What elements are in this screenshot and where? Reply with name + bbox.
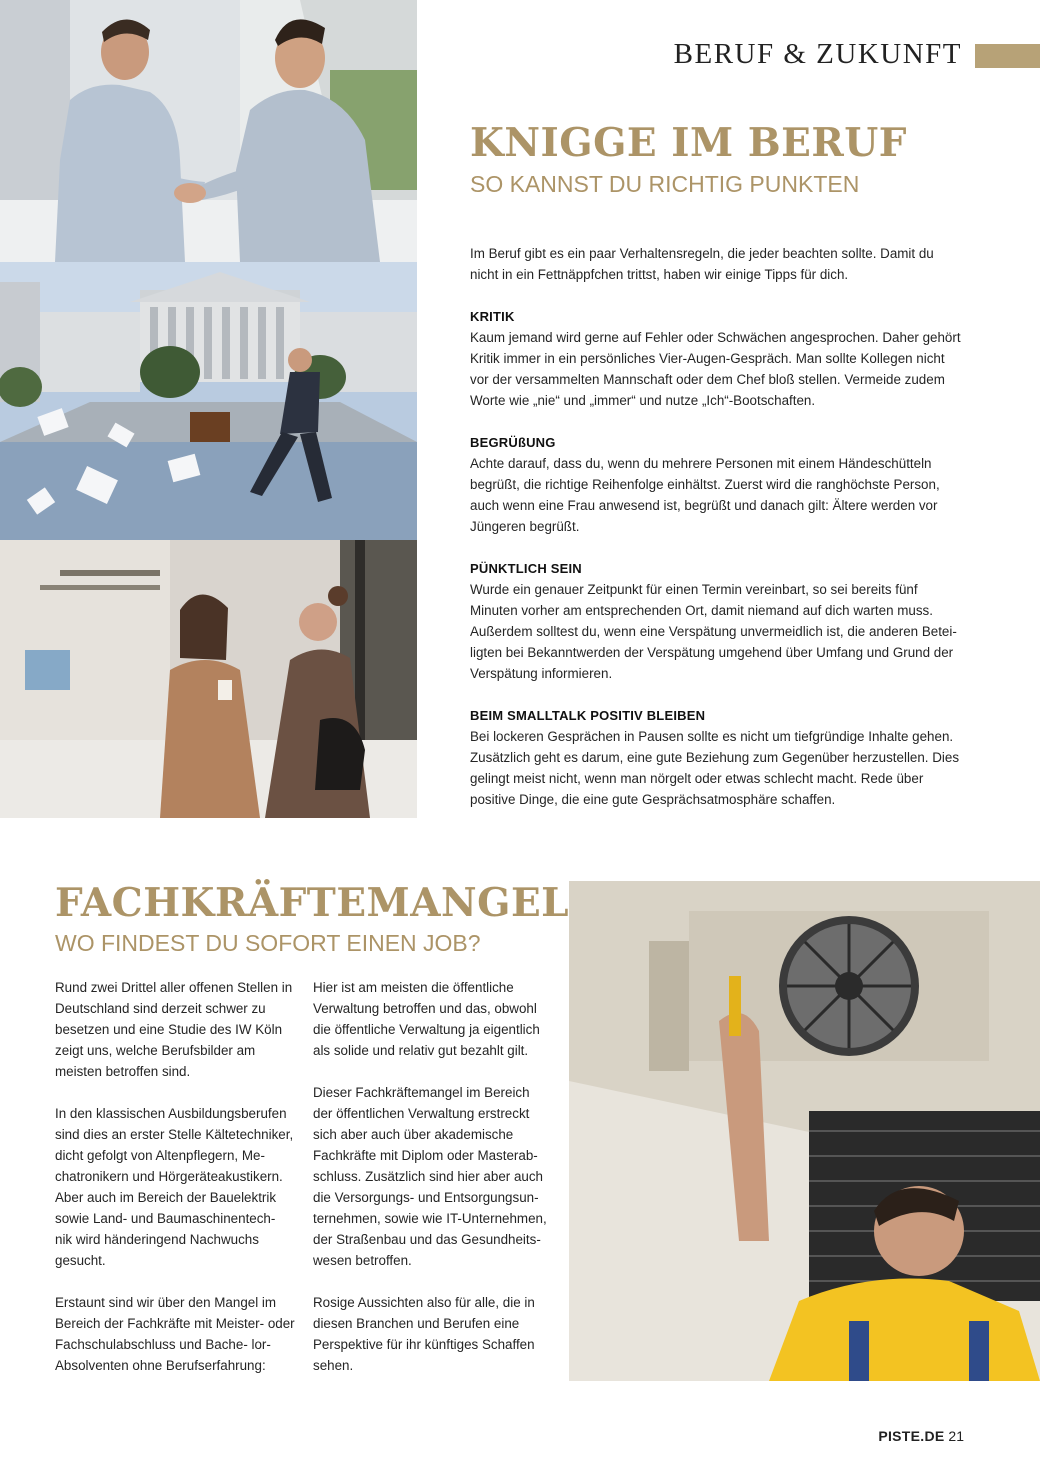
article1-body — [470, 243, 965, 810]
section-accent-bar — [975, 44, 1040, 68]
smalltalk-text: Bei lockeren Gesprächen in Pausen sollte es nicht um tiefgründige Inhalte gehen. Zusätzlich geht es darum, eine gute Beziehung zum Gegenüber herzustellen. Dies gelingt meist nicht, wenn man nörgelt oder etwas schlecht macht. Rede über positive Dinge, die eine gute Gesprächsatmosphäre schaffen. — [470, 729, 960, 807]
article1-title: KNIGGE IM BERUF — [470, 120, 907, 166]
article2-column-2 — [313, 977, 551, 1376]
puenktlich-text: Wurde ein genauer Zeitpunkt für einen Termin vereinbart, so sei bereits fünf Minuten vorher am entsprechenden Ort, damit niemand auf dich warten muss. Außerdem solltest du, wenn eine Verspätung unvermeidlich ist, die anderen Betei- ligten bei Bekanntwerden der Verspätung umgehend über Umfang und Grund der Verspätung informieren. — [470, 582, 957, 681]
handshake-photo — [0, 0, 417, 262]
article1-subtitle: SO KANNST DU RICHTIG PUNKTEN — [470, 171, 860, 197]
article2-col2-para-2: Dieser Fachkräftemangel im Bereich der öffentlichen Verwaltung erstreckt sich aber auch über akademische Fachkräfte mit Diplom oder Masterab- schluss. Zusätzlich sind hier aber auch die Versorgungs- und Entsorgungsun- ternehmen, sowie wie IT-Unternehmen, der Straßenbau und das Gesundheits- wesen betroffen. — [313, 1085, 547, 1268]
puenktlich-heading: PÜNKTLICH SEIN — [470, 561, 582, 576]
kritik-heading: KRITIK — [470, 309, 515, 324]
kritik-text: Kaum jemand wird gerne auf Fehler oder Schwächen angesprochen. Daher gehört Kritik immer in ein persönliches Vier-Augen-Gespräch. Man sollte Kollegen nicht vor der versammelten Mannschaft oder dem Chef bloß stellen. Vermeide zudem Worte wie „nie“ und „immer“ und nutze „Ich“-Bootschaften. — [470, 330, 961, 408]
article2-col1-para-1: Rund zwei Drittel aller offenen Stellen in Deutschland sind derzeit schwer zu besetzen und eine Studie des IW Köln zeigt uns, welche Berufsbilder am meisten betroffen sind. — [55, 980, 293, 1079]
begruessung-text: Achte darauf, dass du, wenn du mehrere Personen mit einem Händeschütteln begrüßt, die richtige Reihenfolge einhältst. Zuerst wird die ranghöchste Person, auch wenn eine Frau anwesend ist, begrüßt und danach gilt: Ältere werden vor Jüngeren begrüßt. — [470, 456, 940, 534]
article2-column-1 — [55, 977, 295, 1376]
article1-intro: Im Beruf gibt es ein paar Verhaltensregeln, die jeder beachten sollte. Damit du nicht in ein Fettnäppfchen trittst, haben wir einige Tipps für dich. — [470, 246, 934, 282]
article2-col1-para-3: Erstaunt sind wir über den Mangel im Bereich der Fachkräfte mit Meister- oder Fachschulabschluss und Bache- lor-Absolventen ohne Berufserfahrung: — [55, 1295, 295, 1373]
begruessung-heading: BEGRÜßUNG — [470, 435, 556, 450]
technician-photo — [569, 881, 1040, 1381]
businessman-running-photo — [0, 262, 417, 540]
article2-col1-para-2: In den klassischen Ausbildungsberufen sind dies an erster Stelle Kältetechniker, dicht gefolgt von Altenpflegern, Me- chatronikern und Hörgeräteakustikern. Aber auch im Bereich der Bauelektrik sowie Land- und Baumaschinentech- nik wird händeringend Nachwuchs gesucht. — [55, 1106, 294, 1268]
article2-col2-para-1: Hier ist am meisten die öffentliche Verwaltung betroffen und das, obwohl die öffentliche Verwaltung ja eigentlich als solide und relativ gut bezahlt gilt. — [313, 980, 540, 1058]
article2-title: FACHKRÄFTEMANGEL — [55, 880, 570, 926]
women-talking-photo — [0, 540, 417, 818]
section-title: BERUF & ZUKUNFT — [673, 38, 962, 70]
page-number: 21 — [948, 1428, 964, 1444]
article2-subtitle: WO FINDEST DU SOFORT EINEN JOB? — [55, 930, 481, 956]
smalltalk-heading: BEIM SMALLTALK POSITIV BLEIBEN — [470, 708, 706, 723]
page-footer — [878, 1428, 964, 1444]
footer-site: PISTE.DE — [878, 1428, 945, 1444]
article2-col2-para-3: Rosige Aussichten also für alle, die in diesen Branchen und Berufen eine Perspektive für ihr künftiges Schaffen sehen. — [313, 1295, 535, 1373]
